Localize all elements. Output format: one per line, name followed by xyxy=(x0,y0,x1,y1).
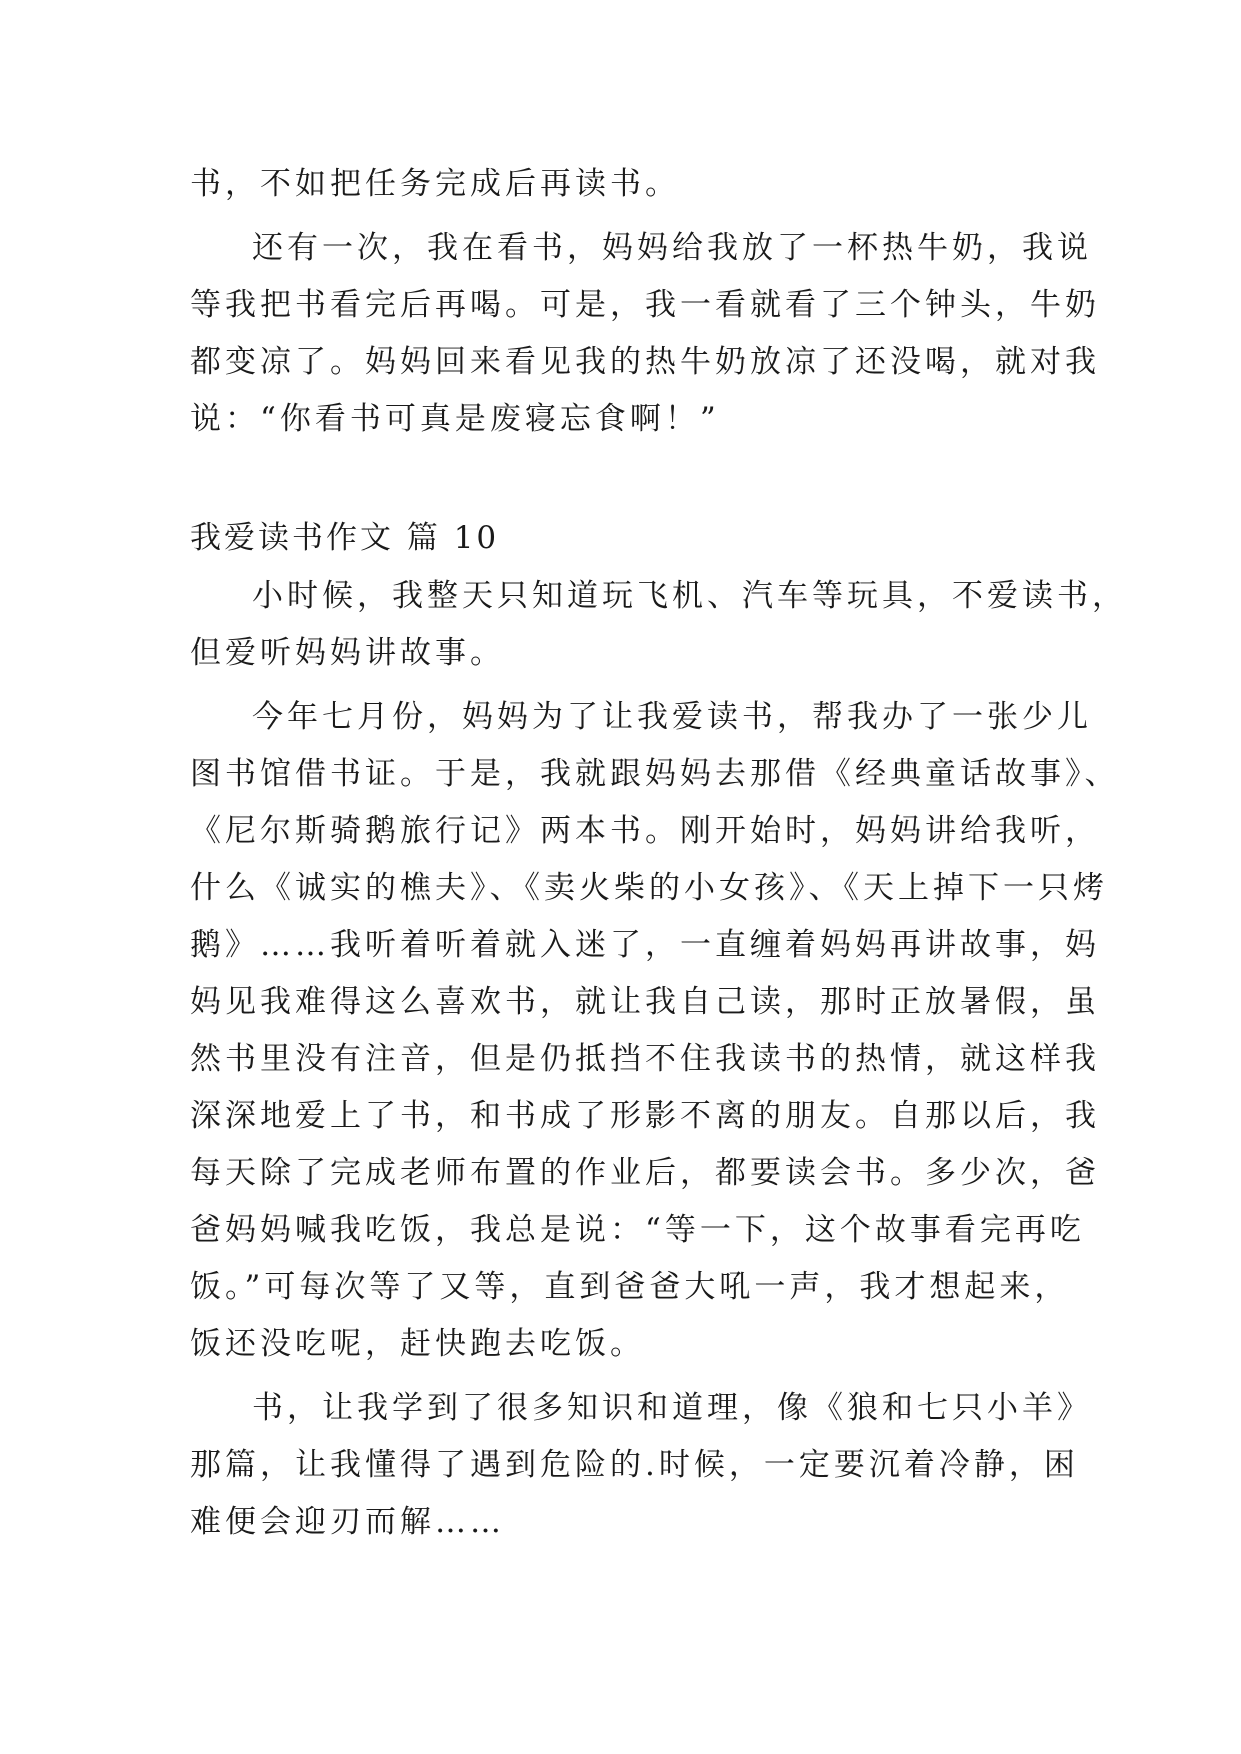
paragraph-line: 但爱听妈妈讲故事。 xyxy=(190,635,505,671)
paragraph-line: 妈见我难得这么喜欢书，就让我自己读，那时正放暑假，虽 xyxy=(190,984,1100,1020)
section-heading: 我爱读书作文 篇 10 xyxy=(190,520,500,556)
paragraph-line: 每天除了完成老师布置的作业后，都要读会书。多少次，爸 xyxy=(190,1155,1100,1191)
paragraph-line: 书，不如把任务完成后再读书。 xyxy=(190,166,680,202)
paragraph-line: 还有一次，我在看书，妈妈给我放了一杯热牛奶，我说 xyxy=(252,230,1092,266)
paragraph-line: 饭。”可每次等了又等，直到爸爸大吼一声，我才想起来， xyxy=(190,1269,1070,1305)
paragraph-line: 等我把书看完后再喝。可是，我一看就看了三个钟头，牛奶 xyxy=(190,287,1100,323)
paragraph-line: 图书馆借书证。于是，我就跟妈妈去那借《经典童话故事》、 xyxy=(190,756,1120,792)
paragraph-line: 鹅》……我听着听着就入迷了，一直缠着妈妈再讲故事，妈 xyxy=(190,927,1100,963)
paragraph-line: 都变凉了。妈妈回来看见我的热牛奶放凉了还没喝，就对我 xyxy=(190,344,1100,380)
paragraph-line: 那篇，让我懂得了遇到危险的.时候，一定要沉着冷静，困 xyxy=(190,1447,1079,1483)
paragraph-line: 今年七月份，妈妈为了让我爱读书，帮我办了一张少儿 xyxy=(252,699,1092,735)
paragraph-line: 什么《诚实的樵夫》、《卖火柴的小女孩》、《天上掉下一只烤 xyxy=(190,870,1108,906)
paragraph-line: 深深地爱上了书，和书成了形影不离的朋友。自那以后，我 xyxy=(190,1098,1100,1134)
paragraph-line: 爸妈妈喊我吃饭，我总是说：“等一下，这个故事看完再吃 xyxy=(190,1212,1085,1248)
paragraph-line: 饭还没吃呢，赶快跑去吃饭。 xyxy=(190,1326,645,1362)
paragraph-line: 然书里没有注音，但是仍抵挡不住我读书的热情，就这样我 xyxy=(190,1041,1100,1077)
paragraph-line: 《尼尔斯骑鹅旅行记》两本书。刚开始时，妈妈讲给我听， xyxy=(190,813,1100,849)
paragraph-line: 小时候，我整天只知道玩飞机、汽车等玩具，不爱读书， xyxy=(252,578,1127,614)
paragraph-line: 书，让我学到了很多知识和道理，像《狼和七只小羊》 xyxy=(252,1390,1092,1426)
paragraph-line: 说：“你看书可真是废寝忘食啊！” xyxy=(190,401,720,437)
paragraph-line: 难便会迎刃而解…… xyxy=(190,1504,505,1540)
